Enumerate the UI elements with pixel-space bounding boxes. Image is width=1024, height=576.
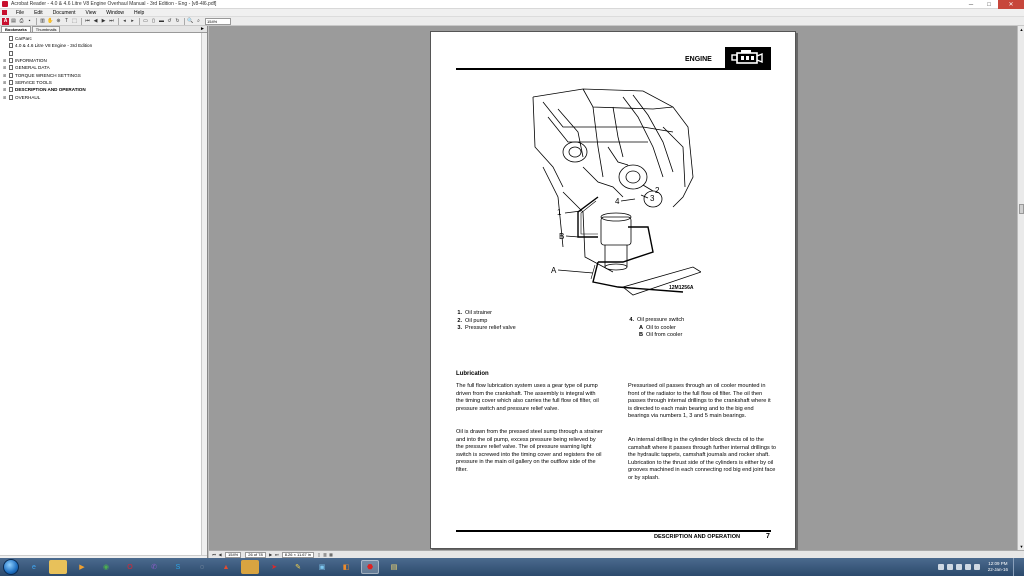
bookmark-label[interactable]: DESCRIPTION AND OPERATION: [15, 87, 86, 93]
callout-2: 2: [655, 186, 660, 195]
system-tray: [935, 558, 1018, 576]
bookmark-label[interactable]: INFORMATION: [15, 58, 47, 64]
diagram-caption-text: 12M1256A: [669, 285, 694, 291]
acrobat-logo-icon[interactable]: A: [3, 18, 8, 24]
battery-icon[interactable]: [974, 564, 980, 570]
menu-help[interactable]: Help: [134, 9, 145, 16]
legend-number: 4.: [629, 317, 634, 323]
go-forward-icon[interactable]: ▸: [131, 18, 134, 24]
chrome-icon[interactable]: ◉: [102, 564, 110, 571]
bookmark-item-active[interactable]: [3, 86, 207, 93]
bookmark-page-icon: [9, 36, 13, 41]
paint-icon[interactable]: ✎: [295, 564, 301, 571]
bookmark-page-icon: [9, 51, 13, 56]
last-page-icon[interactable]: ⏭: [274, 552, 279, 557]
section-heading: Lubrication: [456, 371, 489, 377]
rotate-left-icon[interactable]: ↺: [167, 18, 172, 24]
legend-left: [453, 310, 516, 333]
show-hide-navigation-icon[interactable]: ▥: [40, 18, 45, 24]
fit-width-icon[interactable]: ▬: [159, 18, 164, 24]
bookmark-expander-plus-icon[interactable]: ⊞: [3, 65, 7, 71]
acrobat-app-icon: [2, 1, 8, 7]
paragraph: Pressurised oil passes through an oil cooler mounted in front of the radiator to the full flow oil filter. The oil then passes through internal drillings to the crankshaft where it is directed to each main bearing and to the big end bearings via numbers 1, 3 and 5 main bearings.: [628, 383, 771, 420]
bookmark-expander-plus-icon[interactable]: ⊞: [3, 94, 7, 100]
viber-icon[interactable]: ✆: [151, 564, 157, 571]
toolbar-separator: [118, 18, 119, 25]
panel-tabs: [0, 26, 207, 33]
legend-number: 1.: [457, 310, 462, 316]
menu-bar: [0, 9, 1024, 17]
callout-B: B: [559, 232, 565, 241]
bookmark-label[interactable]: CarParc: [15, 36, 32, 42]
bookmark-item[interactable]: [3, 57, 207, 64]
bookmark-page-icon: [9, 65, 13, 70]
clock-time: 12:09 PM: [988, 561, 1008, 566]
engine-icon: [725, 47, 771, 68]
bookmark-label[interactable]: TORQUE WRENCH SETTINGS: [15, 72, 81, 78]
bookmark-item[interactable]: [3, 35, 207, 42]
fit-page-icon[interactable]: ▯: [152, 18, 155, 24]
first-page-icon[interactable]: ⏮: [212, 552, 216, 557]
legend-text: Oil strainer: [465, 310, 493, 316]
zoom-in-icon[interactable]: ⊕: [56, 18, 61, 24]
callout-4: 4: [615, 197, 620, 206]
lubrication-diagram: [523, 87, 701, 299]
next-page-icon[interactable]: ▶: [101, 18, 106, 24]
previous-page-icon[interactable]: ◀: [218, 552, 222, 557]
bookmark-item[interactable]: [3, 50, 207, 57]
toolbar-separator: [139, 18, 140, 25]
legend-subitem: [625, 332, 684, 340]
start-button-icon[interactable]: [3, 559, 19, 575]
header-rule: [456, 68, 771, 70]
legend-text: Oil from cooler: [646, 332, 683, 338]
legend-item: [453, 325, 516, 333]
media-player-icon[interactable]: ▶: [79, 564, 85, 571]
search-icon[interactable]: ⌕: [197, 18, 200, 24]
menu-window[interactable]: Window: [106, 9, 125, 16]
bookmark-page-icon: [9, 87, 13, 92]
bookmark-label[interactable]: OVERHAUL: [15, 94, 41, 100]
bookmark-expander-plus-icon[interactable]: ⊞: [3, 58, 7, 64]
scroll-up-icon[interactable]: ▲: [1019, 27, 1024, 32]
folder-icon[interactable]: [241, 560, 259, 574]
maximize-button[interactable]: □: [987, 1, 991, 8]
go-back-icon[interactable]: ◂: [123, 18, 126, 24]
bookmark-item[interactable]: [3, 64, 207, 71]
scroll-down-icon[interactable]: ▼: [1019, 544, 1024, 549]
toolbar-separator: [81, 18, 82, 25]
legend-subitem: [625, 325, 684, 333]
bookmark-expander-plus-icon[interactable]: ⊞: [3, 87, 7, 93]
page-header-title: ENGINE: [685, 56, 712, 63]
panel-menu-arrow-icon[interactable]: ►: [200, 26, 205, 32]
previous-page-icon[interactable]: ◀: [93, 18, 98, 24]
toolbar: [0, 17, 1024, 26]
bookmark-page-icon: [9, 58, 13, 63]
next-page-icon[interactable]: ▶: [269, 552, 273, 557]
legend-item: [625, 317, 684, 325]
paragraph: The full flow lubrication system uses a gear type oil pump driven from the crankshaft. The assembly is integral with the timing cover which also carries the full flow oil filter, oil pressure switch and pressure relief valve.: [456, 383, 599, 412]
minimize-button[interactable]: ─: [968, 1, 974, 8]
bookmark-expander-plus-icon[interactable]: ⊞: [3, 79, 7, 85]
callout-1: 1: [557, 208, 562, 217]
document-icon[interactable]: [2, 10, 7, 15]
window-controls: [962, 0, 1024, 9]
bookmark-item[interactable]: [3, 71, 207, 78]
legend-letter: B: [638, 332, 643, 338]
volume-icon[interactable]: [965, 564, 971, 570]
save-icon[interactable]: ▪: [28, 18, 31, 24]
photo-viewer-icon[interactable]: ▣: [318, 564, 326, 571]
bookmark-label[interactable]: GENERAL DATA: [15, 65, 50, 71]
find-icon[interactable]: 🔍: [187, 18, 194, 24]
bookmark-label[interactable]: 4.0 & 4.6 Litre V8 Engine - 3rd Edition: [15, 43, 93, 49]
hand-tool-icon[interactable]: ✋: [47, 18, 54, 24]
status-zoom-field[interactable]: 154%: [225, 552, 241, 558]
legend-right: [625, 317, 684, 340]
legend-text: Oil pressure switch: [637, 317, 685, 323]
opera-icon[interactable]: O: [127, 563, 133, 571]
close-button[interactable]: ✕: [998, 0, 1024, 9]
bookmark-label[interactable]: SERVICE TOOLS: [15, 79, 52, 85]
title-bar: [0, 0, 1024, 9]
rotate-right-icon[interactable]: ↻: [175, 18, 180, 24]
legend-text: Pressure relief valve: [465, 325, 516, 331]
bookmark-list: [0, 33, 207, 101]
window-title: Acrobat Reader - 4.0 & 4.6 Litre V8 Engine Overhaul Manual - 3rd Edition - Eng - [v8-4l6.pdf]: [11, 1, 217, 7]
legend-letter: A: [638, 324, 643, 331]
tray-icon[interactable]: [947, 564, 953, 570]
network-icon[interactable]: [956, 564, 962, 570]
skype-icon[interactable]: S: [175, 563, 181, 571]
internet-explorer-icon[interactable]: e: [32, 563, 36, 571]
footer-page-number: 7: [766, 533, 770, 540]
tab-thumbnails[interactable]: Thumbnails: [32, 26, 61, 32]
bookmark-page-icon: [9, 80, 13, 85]
legend-text: Oil to cooler: [646, 324, 676, 331]
office-icon[interactable]: ◧: [342, 564, 350, 571]
map-app-icon[interactable]: ▲: [222, 563, 230, 571]
navigation-app-icon[interactable]: ➤: [271, 564, 277, 571]
app-icon[interactable]: ◌: [199, 563, 205, 571]
callout-3: 3: [650, 194, 655, 203]
document-viewport[interactable]: [209, 26, 1017, 550]
paragraph: Oil is drawn from the pressed steel sump through a strainer and into the oil pump, excess pressure being relieved by the pressure relief valve. The oil pressure warning light switch is screwed into the timing cover and registers the oil pressure in the main oil gallery on the outflow side of the filter.: [456, 429, 603, 473]
tray-icon[interactable]: [938, 564, 944, 570]
windows-taskbar: [0, 558, 1024, 576]
toolbar-separator: [36, 18, 37, 25]
open-icon[interactable]: ▤: [11, 18, 16, 24]
toolbar-separator: [184, 18, 185, 25]
show-desktop-button[interactable]: [1013, 558, 1018, 576]
menu-view[interactable]: View: [85, 9, 97, 16]
legend-number: 3.: [457, 325, 462, 331]
bookmark-item[interactable]: [3, 42, 207, 49]
footer-rule: [456, 530, 771, 532]
last-page-icon[interactable]: ⏭: [109, 18, 114, 24]
bookmark-item[interactable]: [3, 79, 207, 86]
legend-item: [453, 310, 516, 318]
single-page-icon[interactable]: ▯: [317, 552, 321, 557]
legend-number: 2.: [457, 317, 462, 324]
menu-edit[interactable]: Edit: [34, 9, 43, 16]
facing-pages-icon[interactable]: ▦: [329, 552, 333, 557]
menu-file[interactable]: File: [16, 9, 25, 16]
status-bar: [209, 550, 1024, 558]
bookmark-page-icon: [9, 95, 13, 100]
acrobat-taskbar-icon[interactable]: ⬣: [361, 560, 379, 574]
bookmark-page-icon: [9, 73, 13, 78]
bookmark-page-icon: [9, 43, 13, 48]
tab-bookmarks[interactable]: Bookmarks: [1, 26, 31, 32]
menu-document[interactable]: Document: [52, 9, 76, 16]
file-explorer-icon[interactable]: [49, 560, 67, 574]
graphics-select-icon[interactable]: ⬚: [72, 18, 77, 24]
scrollbar-thumb[interactable]: [1019, 204, 1024, 214]
clock-date: 22-Jan-16: [987, 567, 1008, 572]
print-icon[interactable]: ⎙: [19, 18, 24, 24]
paragraph: An internal drilling in the cylinder block directs oil to the camshaft where it passes through further internal drillings to the hydraulic tappets, camshaft journals and rocker shaft. Lubrication to the thrust side of the cylinders is either by oil grooves machined in each connecting rod big end joint face or by splash.: [628, 437, 776, 481]
document-vertical-scrollbar[interactable]: [1017, 26, 1024, 550]
actual-size-icon[interactable]: ▭: [143, 18, 148, 24]
page-size-field: 8.26 × 11.67 in: [282, 552, 314, 558]
notes-app-icon[interactable]: ▤: [390, 564, 398, 571]
bookmark-expander-plus-icon[interactable]: ⊞: [3, 72, 7, 78]
legend-text: Oil pump: [465, 317, 488, 324]
text-select-icon[interactable]: T: [64, 18, 69, 24]
bookmarks-vertical-scrollbar[interactable]: [201, 33, 207, 555]
continuous-page-icon[interactable]: ▥: [323, 552, 327, 557]
toolbar-zoom-field[interactable]: 154%: [205, 18, 231, 25]
legend-item: [453, 318, 516, 326]
bookmark-item[interactable]: [3, 93, 207, 100]
clock[interactable]: [988, 561, 1008, 573]
bookmarks-panel: [0, 26, 208, 561]
callout-A: A: [551, 266, 557, 275]
pdf-page: [430, 31, 796, 549]
footer-section-label: DESCRIPTION AND OPERATION: [654, 534, 741, 540]
page-number-field[interactable]: 26 of 78: [245, 552, 265, 558]
first-page-icon[interactable]: ⏮: [85, 18, 90, 24]
